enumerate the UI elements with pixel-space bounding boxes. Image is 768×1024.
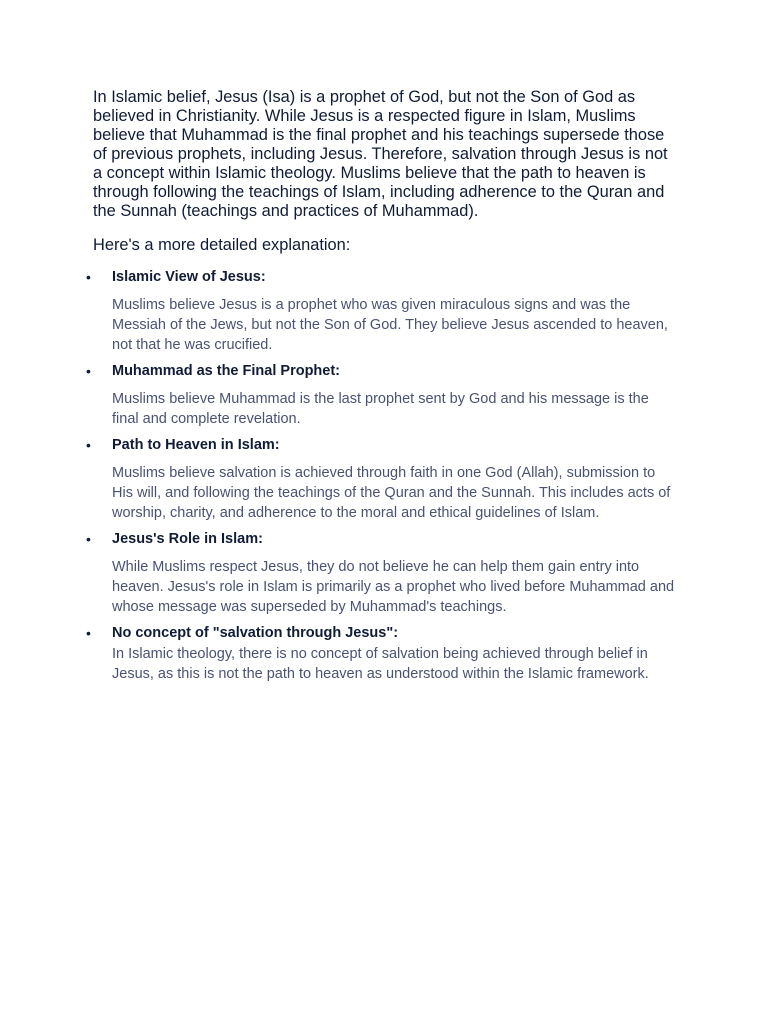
bullet-icon: • (86, 437, 91, 453)
item-body: While Muslims respect Jesus, they do not believe he can help them gain entry into heaven. Jesus's role in Islam is primarily as a prophet who lived before Muhammad and whose message was superseded by Muhammad's teachings. (112, 559, 675, 615)
intro-paragraph: In Islamic belief, Jesus (Isa) is a prophet of God, but not the Son of God as believed in Christianity. While Jesus is a respected figure in Islam, Muslims believe that Muhammad is the final prophet and his teachings supersede those of previous prophets, including Jesus. Therefore, salvation through Jesus is not a concept within Islamic theology. Muslims believe that the path to heaven is through following the teachings of Islam, including adherence to the Quran and the Sunnah (teachings and practices of Muhammad). (93, 88, 668, 220)
item-body: Muslims believe Jesus is a prophet who was given miraculous signs and was the Messiah of the Jews, but not the Son of God. They believe Jesus ascended to heaven, not that he was crucified. (112, 297, 668, 353)
list-item (86, 362, 678, 429)
bullet-icon: • (86, 531, 91, 547)
bullet-icon: • (86, 363, 91, 379)
bullet-icon: • (86, 625, 91, 641)
item-title: Jesus's Role in Islam: (112, 531, 263, 547)
explanation-list (86, 268, 678, 684)
item-title: Islamic View of Jesus: (112, 269, 266, 285)
item-body: Muslims believe salvation is achieved through faith in one God (Allah), submission to His will, and following the teachings of the Quran and the Sunnah. This includes acts of worship, charity, and adherence to the moral and ethical guidelines of Islam. (112, 465, 671, 521)
list-item (86, 624, 678, 684)
lead-paragraph: Here's a more detailed explanation: (93, 236, 351, 254)
bullet-icon: • (86, 269, 91, 285)
item-body: Muslims believe Muhammad is the last prophet sent by God and his message is the final and complete revelation. (112, 391, 649, 427)
item-body: In Islamic theology, there is no concept of salvation being achieved through belief in Jesus, as this is not the path to heaven as understood within the Islamic framework. (112, 646, 649, 682)
item-title: Path to Heaven in Islam: (112, 437, 280, 453)
item-title: Muhammad as the Final Prophet: (112, 363, 340, 379)
list-item (86, 268, 678, 355)
document-page (86, 88, 678, 684)
list-item (86, 436, 678, 523)
item-title: No concept of "salvation through Jesus": (112, 625, 399, 641)
list-item (86, 530, 678, 617)
